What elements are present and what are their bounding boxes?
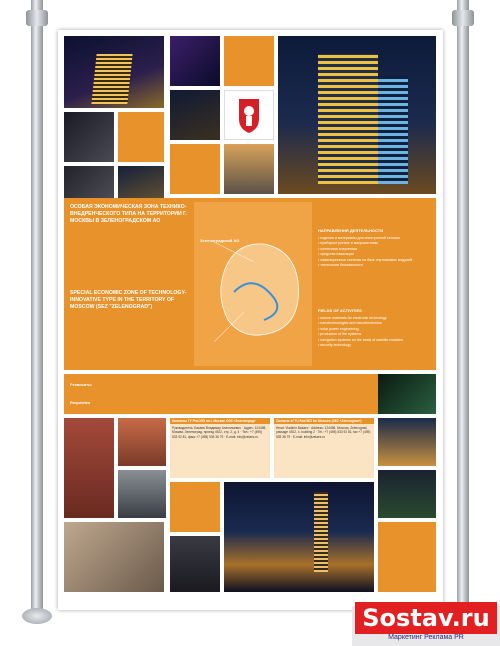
photo-tile <box>224 144 274 194</box>
field-item: • nanotechnologies and nanoelectronics <box>318 321 382 326</box>
right-pole-cap <box>452 10 474 26</box>
orange-tile <box>170 482 220 532</box>
photo-tile <box>64 112 114 162</box>
left-pole-cap <box>26 10 48 26</box>
contacts-left <box>170 418 270 478</box>
field-item: • source materials for electronic technology <box>318 316 387 320</box>
direction-item: • технологии безопасности <box>318 263 363 268</box>
photo-tile <box>170 90 220 140</box>
fields-title: FIELDS OF ACTIVITIES <box>318 308 362 313</box>
right-pole <box>457 0 469 622</box>
orange-tile <box>118 112 164 162</box>
requisites-en: Requisites <box>70 400 91 405</box>
fields-block <box>318 308 430 348</box>
left-pole <box>31 0 43 622</box>
photo-tile <box>118 470 166 518</box>
orange-tile <box>378 522 436 592</box>
direction-item: • навигационные системы на базе спутниковых модулей <box>318 257 413 262</box>
map-label: Зеленоградский АО <box>200 238 240 243</box>
field-item: • security technology <box>318 343 352 348</box>
directions-block <box>318 228 430 268</box>
contacts-left-title: Контакты ГУ РосОЭЗ по г. Москве ОЭЗ «Зеленоград» <box>170 418 270 424</box>
orange-tile <box>170 144 220 194</box>
map-area <box>194 202 312 366</box>
headline-en: SPECIAL ECONOMIC ZONE OF TECHNOLOGY-INNOVATIVE TYPE IN THE TERRITORY OF MOSCOW (SEZ "ZELENOGRAD") <box>70 290 187 310</box>
direction-item: • приборостроение и микросистемы <box>318 241 379 246</box>
fields-list <box>318 316 430 348</box>
direction-item: • солнечная энергетика <box>318 246 358 251</box>
direction-item: • изделия и материалы для электронной техники <box>318 236 400 240</box>
photo-tile <box>118 418 166 466</box>
photo-tile <box>170 536 220 592</box>
contacts-right <box>274 418 374 478</box>
photo-tile <box>378 470 436 518</box>
watermark-brand: Sostav.ru <box>355 602 497 634</box>
photo-tile <box>378 418 436 466</box>
contacts-right-text: Head: Vladimir Bakaev · Address: 124498, Moscow, Zelenograd, passage 4922, 4, building 2 · Tel.: +7 (495) 533 92 81, fax +7 (495) 535 36 79 · E-mail: info@zelaez.ru <box>276 426 371 439</box>
field-item: • solar power engineering <box>318 326 359 331</box>
field-item: • navigation systems on the basis of satellite modules <box>318 337 403 342</box>
circuit-photo <box>378 374 436 414</box>
building-photo <box>64 36 164 108</box>
left-pole-base <box>22 608 52 624</box>
tower-photo <box>278 36 436 194</box>
orange-tile <box>224 36 274 86</box>
building-photo <box>64 418 114 518</box>
photo-tile <box>170 36 220 86</box>
lab-photo <box>64 522 164 592</box>
headline-ru: ОСОБАЯ ЭКОНОМИЧЕСКАЯ ЗОНА ТЕХНИКО-ВНЕДРЕНЧЕСКОГО ТИПА НА ТЕРРИТОРИИ Г. МОСКВЫ В ЗЕЛЕНОГРАДСКОМ АО <box>70 204 187 224</box>
contacts-right-title: Contacts of TU RosOEZ for Moscow (SEZ «Zelenograd») <box>274 418 374 424</box>
directions-list <box>318 236 430 268</box>
info-panel <box>64 198 436 370</box>
contacts-left-text: Руководитель: Бакаев Владимир Анатольевич · Адрес: 124498, Москва, Зеленоград, проезд 4922, стр. 2, д. 4 · Тел.: +7 (495) 533 92 81, факс +7 (495) 535 36 79 · E-mail: info@zelaez.ru <box>172 426 267 439</box>
moscow-coat-of-arms <box>224 90 274 140</box>
direction-item: • средства навигации <box>318 252 354 257</box>
watermark-tagline: Маркетинг Реклама PR <box>388 634 464 641</box>
poster-banner <box>58 30 443 610</box>
night-city-photo <box>224 482 374 592</box>
directions-title: НАПРАВЛЕНИЯ ДЕЯТЕЛЬНОСТИ <box>318 228 384 233</box>
requisites-ru: Реквизиты <box>70 382 92 387</box>
field-item: • production of the systems <box>318 332 362 337</box>
